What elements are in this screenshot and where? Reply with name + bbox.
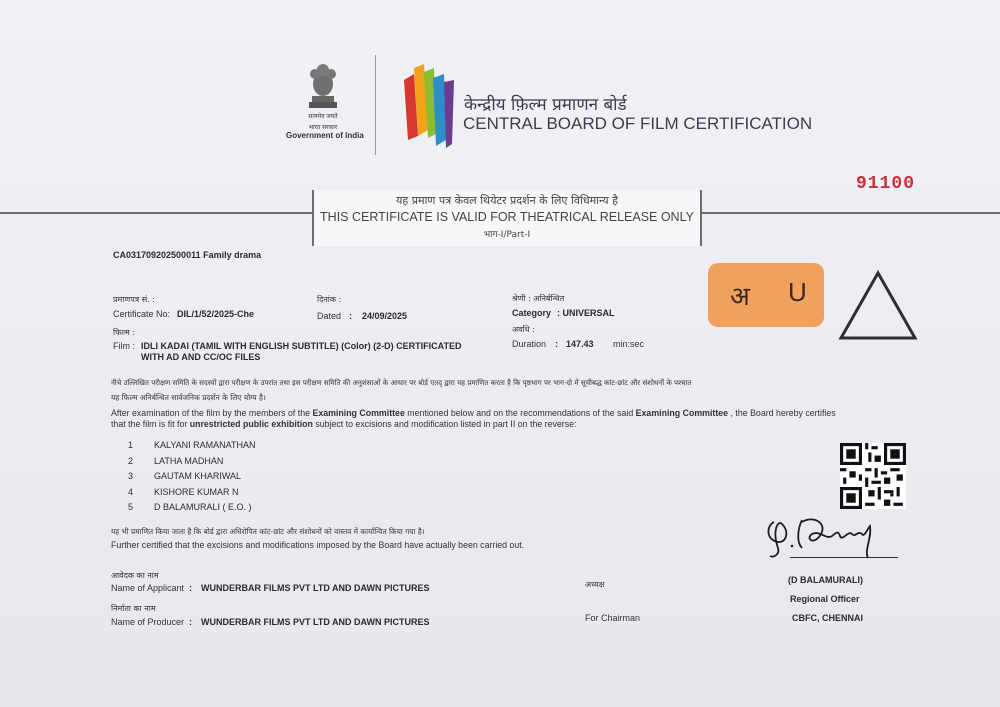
board-name-hindi: केन्द्रीय फ़िल्म प्रमाणन बोर्ड <box>464 95 627 115</box>
triangle-symbol-icon <box>838 270 918 342</box>
body-en-6: that the film is fit for <box>111 419 190 429</box>
qr-code-icon <box>840 443 906 509</box>
certificate-number: 91100 <box>856 174 916 194</box>
member-number: 3 <box>128 471 134 482</box>
body-english-line1 <box>111 408 836 418</box>
dated-label: Dated <box>317 311 342 321</box>
officer-name: (D BALAMURALI) <box>788 575 863 585</box>
emblem-english: Government of India <box>286 131 364 140</box>
dated-colon: : <box>349 311 352 321</box>
emblem-motto: सत्यमेव जयते <box>308 114 338 120</box>
rating-badge <box>708 263 824 327</box>
body-en-8: subject to excisions and modification listed in part II on the reverse: <box>312 419 577 429</box>
chairman-hindi: अध्यक्ष <box>585 580 605 589</box>
dated-hindi: दिनांक : <box>317 295 342 304</box>
member-name: KALYANI RAMANATHAN <box>154 440 256 450</box>
signature-icon <box>760 508 900 564</box>
cert-no-hindi: प्रमाणपत्र सं. : <box>113 295 155 304</box>
member-name: GAUTAM KHARIWAL <box>154 471 242 482</box>
further-english: Further certified that the excisions and modifications imposed by the Board have actually been carried out. <box>111 540 525 550</box>
member-number: 2 <box>128 455 134 466</box>
list-item <box>128 487 256 503</box>
duration-hindi: अवधि : <box>512 325 535 334</box>
committee-members <box>128 440 256 518</box>
film-title-line2: WITH AD AND CC/OC FILES <box>141 352 261 362</box>
category-label: Category <box>512 308 552 318</box>
body-en-1: After examination of the film by the members of the <box>111 408 313 418</box>
duration-colon: : <box>555 339 558 349</box>
body-en-2: Examining Committee <box>312 408 405 418</box>
cert-no-label: Certificate No: <box>113 309 171 319</box>
applicant-hindi: आवेदक का नाम <box>111 571 159 580</box>
category-value: : UNIVERSAL <box>557 308 615 318</box>
body-en-3: mentioned below and on the recommendations of the said <box>404 408 636 418</box>
chairman-english: For Chairman <box>585 613 641 623</box>
body-hindi-line2: यह फिल्म अनिर्बन्धित सार्वजनिक प्रदर्शन के लिए योग्य है। <box>111 393 266 402</box>
film-hindi: फिल्म : <box>113 328 136 337</box>
emblem-hindi: भारत सरकार <box>308 125 338 131</box>
banner-hindi: यह प्रमाण पत्र केवल थियेटर प्रदर्शन के लिए विधिमान्य है <box>396 194 618 207</box>
officer-office: CBFC, CHENNAI <box>792 613 863 623</box>
emblem-block <box>286 62 364 140</box>
ashoka-emblem-icon <box>303 62 343 112</box>
film-title-line1: IDLI KADAI (TAMIL WITH ENGLISH SUBTITLE) (Color) (2-D) CERTIFICATED <box>141 341 462 351</box>
body-en-5: , the Board hereby certifies <box>728 408 836 418</box>
application-reference: CA031709202500011 Family drama <box>113 250 262 260</box>
body-hindi-line1: नीचे उल्लिखित परीक्षण समिति के सदस्यों द्वारा परीक्षण के उपरांत तथा इस परीक्षण समिति की अनुशंसाओं के आधार पर बोर्ड एतद् द्वारा यह प्रमाणित करता है कि पृष्ठभाग पर भाग-दो में सूचीबद्ध कांट-छांट और संशोधनों के पश्चात <box>111 378 692 387</box>
cert-no-value: DIL/1/52/2025-Che <box>177 309 255 319</box>
duration-unit: min:sec <box>613 339 645 349</box>
rating-english: U <box>788 277 807 307</box>
signature-line <box>790 557 898 558</box>
producer-colon: : <box>189 617 192 627</box>
board-name-english: CENTRAL BOARD OF FILM CERTIFICATION <box>463 114 813 133</box>
duration-value: 147.43 <box>566 339 594 349</box>
dated-value: 24/09/2025 <box>362 311 408 321</box>
list-item <box>128 502 256 518</box>
list-item <box>128 456 256 472</box>
body-english-line2 <box>111 419 576 429</box>
further-hindi: यह भी प्रमाणित किया जाता है कि बोर्ड द्वारा अधिरोपित कांट-छांट और संशोधनों को वास्तव में कार्यान्वित किया गया है। <box>111 527 425 536</box>
producer-value: WUNDERBAR FILMS PVT LTD AND DAWN PICTURES <box>201 617 430 627</box>
producer-label: Name of Producer <box>111 617 185 627</box>
body-en-7: unrestricted public exhibition <box>189 419 313 429</box>
banner-part: भाग-I/Part-I <box>483 230 531 240</box>
header-rule-left <box>0 212 312 214</box>
validity-banner <box>312 190 702 246</box>
member-name: LATHA MADHAN <box>154 455 224 466</box>
cbfc-logo-icon <box>400 60 460 150</box>
member-number: 5 <box>128 502 134 513</box>
applicant-value: WUNDERBAR FILMS PVT LTD AND DAWN PICTURES <box>201 583 430 593</box>
member-number: 1 <box>128 440 134 450</box>
duration-label: Duration <box>512 339 547 349</box>
header-divider <box>375 55 376 155</box>
header-rule-right <box>698 212 1000 214</box>
rating-hindi: अ <box>730 282 750 312</box>
body-en-4: Examining Committee <box>635 408 729 418</box>
producer-hindi: निर्माता का नाम <box>111 604 156 613</box>
banner-english: THIS CERTIFICATE IS VALID FOR THEATRICAL RELEASE ONLY <box>320 210 694 224</box>
officer-title: Regional Officer <box>790 594 860 604</box>
film-label: Film : <box>113 341 135 351</box>
applicant-label: Name of Applicant <box>111 583 185 593</box>
member-number: 4 <box>128 486 134 497</box>
category-hindi: श्रेणी : अनिर्बन्धित <box>512 294 565 303</box>
list-item <box>128 471 256 487</box>
applicant-colon: : <box>189 583 192 593</box>
member-name: D BALAMURALI ( E.O. ) <box>154 502 252 513</box>
list-item <box>128 440 256 456</box>
member-name: KISHORE KUMAR N <box>154 486 239 497</box>
